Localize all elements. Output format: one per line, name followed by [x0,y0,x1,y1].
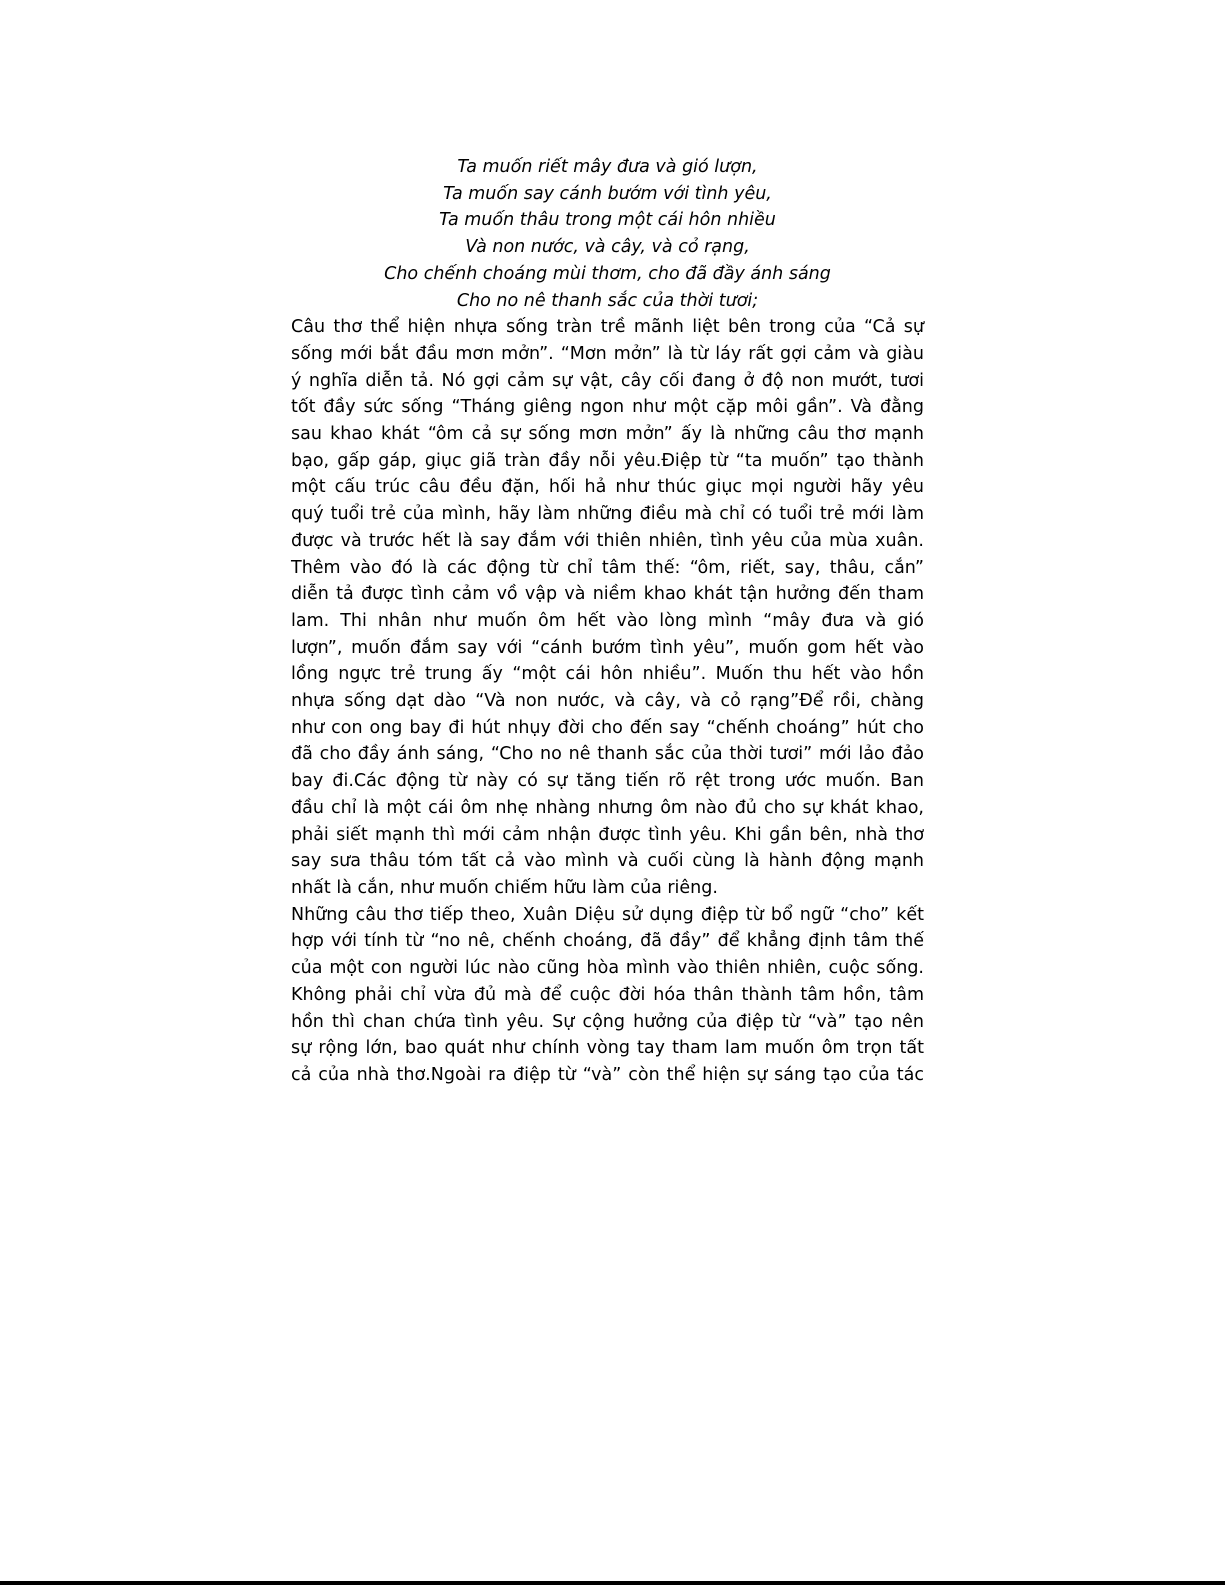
paragraph-line: tốt đầy sức sống “Tháng giêng ngon như một cặp môi gần”. Và đằng [291,397,924,418]
paragraph-line: hợp với tính từ “no nê, chếnh choáng, đã đầy” để khẳng định tâm thế [291,931,924,952]
paragraph-analysis [291,314,924,901]
paragraph-line: sống mới bắt đầu mơn mởn”. “Mơn mởn” là từ láy rất gợi cảm và giàu [291,343,924,364]
paragraph-line: say sưa thâu tóm tất cả vào mình và cuối cùng là hành động mạnh [291,851,924,872]
paragraph-line: hồn thì chan chứa tình yêu. Sự cộng hưởng của điệp từ “và” tạo nên [291,1011,924,1032]
paragraph-line: của một con người lúc nào cũng hòa mình vào thiên nhiên, cuộc sống. [291,958,924,979]
poem-line: Ta muốn riết mây đưa và gió lượn, [457,157,758,177]
page-bottom-rule [0,1581,1225,1585]
paragraph-line: đầu chỉ là một cái ôm nhẹ nhàng nhưng ôm nào đủ cho sự khát khao, [291,797,924,818]
paragraph-line: sau khao khát “ôm cả sự sống mơn mởn” ấy là những câu thơ mạnh [291,424,924,445]
paragraph-line: bay đi.Các động từ này có sự tăng tiến rõ rệt trong ước muốn. Ban [291,771,924,792]
paragraph-line: như con ong bay đi hút nhụy đời cho đến say “chếnh choáng” hút cho [291,717,924,738]
document-content [291,154,924,1089]
paragraph-line: ý nghĩa diễn tả. Nó gợi cảm sự vật, cây cối đang ở độ non mướt, tươi [291,370,924,391]
poem-line: Ta muốn thâu trong một cái hôn nhiều [439,210,776,231]
paragraph-line: nhựa sống dạt dào “Và non nước, và cây, và cỏ rạng”Để rồi, chàng [291,691,924,712]
poem-line: Cho chếnh choáng mùi thơm, cho đã đầy ánh sáng [384,263,831,284]
poem-stanza [291,154,924,314]
paragraph-line: quý tuổi trẻ của mình, hãy làm những điều mà chỉ có tuổi trẻ mới làm [291,504,924,525]
paragraph-line: lượn”, muốn đắm say với “cánh bướm tình yêu”, muốn gom hết vào [291,637,924,658]
paragraph-line: bạo, gấp gáp, giục giã tràn đầy nỗi yêu.Điệp từ “ta muốn” tạo thành [291,450,924,471]
paragraph-line: nhất là cắn, như muốn chiếm hữu làm của riêng. [291,877,718,898]
paragraph-continuation [291,902,924,1089]
paragraph-line: một cấu trúc câu đều đặn, hối hả như thúc giục mọi người hãy yêu [291,477,924,498]
paragraph-line: cả của nhà thơ.Ngoài ra điệp từ “và” còn thể hiện sự sáng tạo của tác [291,1064,924,1085]
paragraph-line: Những câu thơ tiếp theo, Xuân Diệu sử dụng điệp từ bổ ngữ “cho” kết [291,904,924,925]
poem-line: Cho no nê thanh sắc của thời tươi; [456,290,759,311]
paragraph-line: diễn tả được tình cảm vồ vập và niềm khao khát tận hưởng đến tham [291,584,924,605]
paragraph-line: đã cho đầy ánh sáng, “Cho no nê thanh sắc của thời tươi” mới lảo đảo [291,744,924,765]
paragraph-line: Không phải chỉ vừa đủ mà để cuộc đời hóa thân thành tâm hồn, tâm [291,984,924,1005]
poem-line: Và non nước, và cây, và cỏ rạng, [465,237,750,258]
paragraph-line: Thêm vào đó là các động từ chỉ tâm thế: “ôm, riết, say, thâu, cắn” [291,557,924,578]
paragraph-line: sự rộng lớn, bao quát như chính vòng tay tham lam muốn ôm trọn tất [291,1038,924,1059]
paragraph-line: phải siết mạnh thì mới cảm nhận được tình yêu. Khi gần bên, nhà thơ [291,824,924,845]
poem-line: Ta muốn say cánh bướm với tình yêu, [443,183,772,204]
paragraph-line: Câu thơ thể hiện nhựa sống tràn trề mãnh liệt bên trong của “Cả sự [291,317,924,338]
paragraph-line: lồng ngực trẻ trung ấy “một cái hôn nhiều”. Muốn thu hết vào hồn [291,664,924,685]
paragraph-line: lam. Thi nhân như muốn ôm hết vào lòng mình “mây đưa và gió [291,610,924,631]
paragraph-line: được và trước hết là say đắm với thiên nhiên, tình yêu của mùa xuân. [291,530,924,551]
